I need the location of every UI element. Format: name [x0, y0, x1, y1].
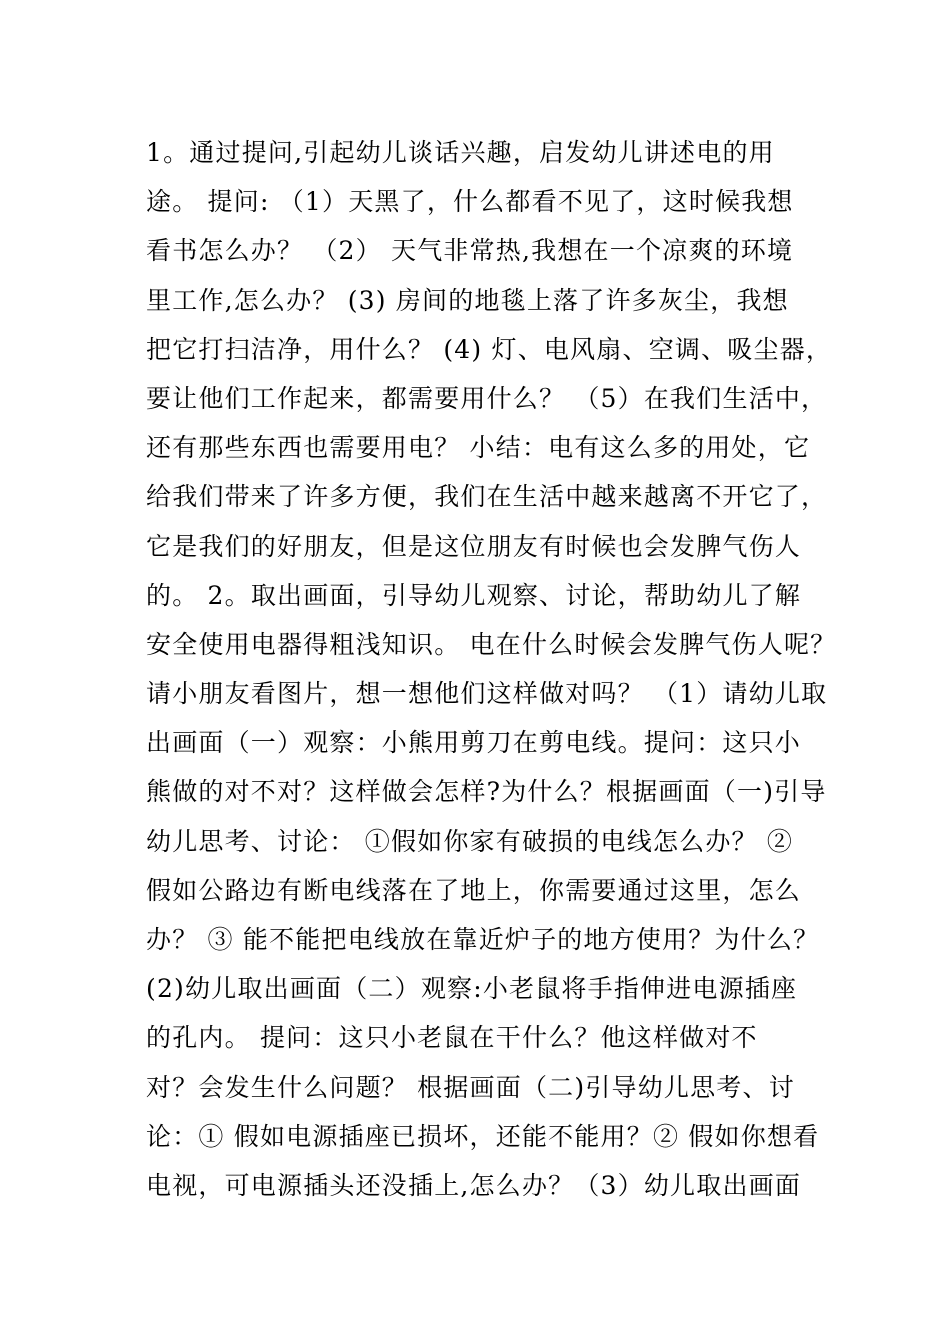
body-line-20: 对？会发生什么问题？ 根据画面（二)引导幼儿思考、讨 — [146, 1072, 795, 1102]
body-line-19: 的孔内。 提问：这只小老鼠在干什么？他这样做对不 — [146, 1023, 758, 1053]
body-line-22: 电视，可电源插头还没插上,怎么办？（3）幼儿取出画面 — [146, 1170, 802, 1200]
body-line-11: 安全使用电器得粗浅知识。 电在什么时候会发脾气伤人呢？ — [146, 629, 837, 659]
body-line-1: 1。通过提问,引起幼儿谈话兴趣，启发幼儿讲述电的用 — [146, 138, 775, 167]
body-line-7: 还有那些东西也需要用电？ 小结：电有这么多的用处，它 — [146, 433, 811, 463]
body-line-8: 给我们带来了许多方便，我们在生活中越来越离不开它了， — [146, 482, 828, 512]
body-line-13: 出画面（一）观察：小熊用剪刀在剪电线。提问：这只小 — [146, 728, 802, 758]
body-line-21: 论：① 假如电源插座已损坏，还能不能用？② 假如你想看 — [146, 1121, 820, 1151]
body-line-4: 里工作,怎么办？ (3) 房间的地毯上落了许多灰尘，我想 — [146, 285, 789, 315]
body-line-18: (2)幼儿取出画面（二）观察:小老鼠将手指伸进电源插座 — [146, 974, 798, 1004]
body-line-5: 把它打扫洁净，用什么？ (4) 灯、电风扇、空调、吸尘器， — [146, 334, 833, 364]
body-line-16: 假如公路边有断电线落在了地上，你需要通过这里，怎么 — [146, 875, 802, 905]
body-line-14: 熊做的对不对？这样做会怎样?为什么？根据画面（一)引导 — [146, 777, 827, 807]
body-line-12: 请小朋友看图片，想一想他们这样做对吗？ （1）请幼儿取 — [146, 679, 828, 709]
body-line-3: 看书怎么办？ （2） 天气非常热,我想在一个凉爽的环境 — [146, 236, 794, 266]
body-line-10: 的。 2。取出画面，引导幼儿观察、讨论，帮助幼儿了解 — [146, 580, 802, 610]
body-line-17: 办？ ③ 能不能把电线放在靠近炉子的地方使用？为什么？ — [146, 925, 820, 954]
body-line-15: 幼儿思考、讨论： ①假如你家有破损的电线怎么办？ ② — [146, 826, 794, 856]
body-line-2: 途。 提问: （1）天黑了，什么都看不见了，这时候我想 — [146, 187, 794, 217]
body-line-6: 要让他们工作起来，都需要用什么？ （5）在我们生活中， — [146, 383, 828, 413]
body-line-9: 它是我们的好朋友，但是这位朋友有时候也会发脾气伤人 — [146, 531, 802, 561]
document-body — [146, 128, 837, 1210]
